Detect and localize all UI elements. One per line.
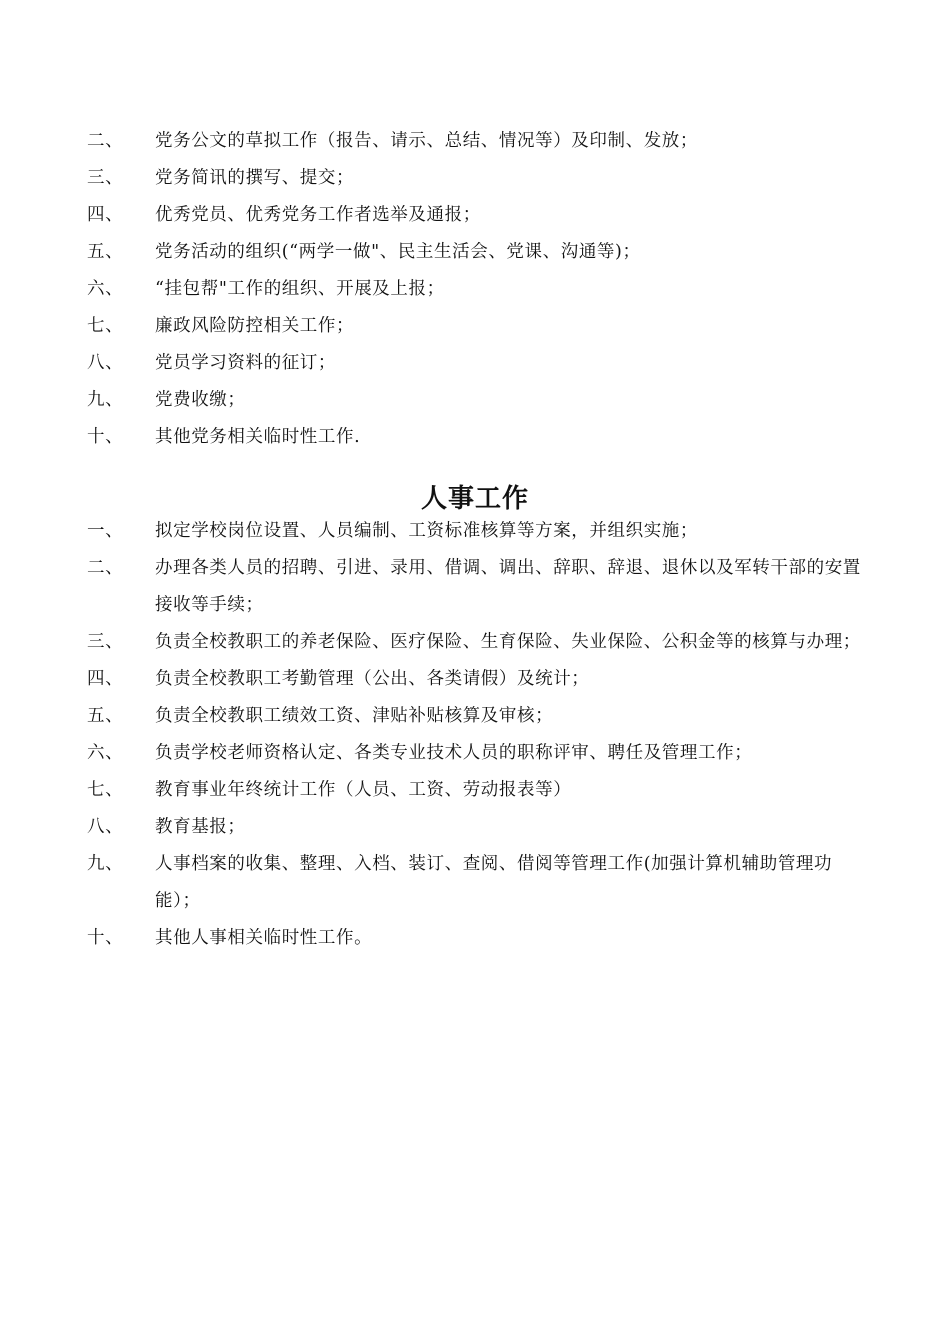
item-text: 廉政风险防控相关工作； xyxy=(155,316,355,336)
item-number: 六、 xyxy=(87,279,124,299)
list-item xyxy=(87,308,867,345)
list-item xyxy=(87,920,867,957)
item-text: 党员学习资料的征订； xyxy=(155,353,336,373)
list-item xyxy=(87,345,867,382)
item-text: 党费收缴； xyxy=(155,390,246,410)
list-item xyxy=(87,234,867,271)
list-item xyxy=(87,735,867,772)
item-text: 负责学校老师资格认定、各类专业技术人员的职称评审、聘任及管理工作； xyxy=(155,743,753,763)
list-item xyxy=(87,698,867,735)
item-number: 十、 xyxy=(87,928,124,948)
list-item xyxy=(87,846,867,920)
hr-work-list xyxy=(87,513,867,957)
item-text: 负责全校教职工考勤管理（公出、各类请假）及统计； xyxy=(155,669,590,689)
list-item xyxy=(87,661,867,698)
list-item xyxy=(87,271,867,308)
item-text: 负责全校教职工绩效工资、津贴补贴核算及审核； xyxy=(155,706,554,726)
item-number: 一、 xyxy=(87,521,124,541)
item-text: 拟定学校岗位设置、人员编制、工资标准核算等方案，并组织实施； xyxy=(155,521,698,541)
party-work-list xyxy=(87,123,867,456)
list-item xyxy=(87,624,867,661)
list-item xyxy=(87,809,867,846)
item-number: 四、 xyxy=(87,205,124,225)
item-number: 五、 xyxy=(87,242,124,262)
list-item xyxy=(87,513,867,550)
list-item xyxy=(87,550,867,624)
item-number: 二、 xyxy=(87,131,124,151)
list-item xyxy=(87,382,867,419)
list-item xyxy=(87,160,867,197)
list-item xyxy=(87,419,867,456)
item-text: 党务简讯的撰写、提交； xyxy=(155,168,355,188)
item-number: 八、 xyxy=(87,817,124,837)
item-number: 四、 xyxy=(87,669,124,689)
item-text: “挂包帮"工作的组织、开展及上报； xyxy=(155,279,445,299)
item-number: 二、 xyxy=(87,558,124,578)
item-number: 九、 xyxy=(87,390,124,410)
section-title-hr: 人事工作 xyxy=(420,483,529,514)
item-number: 七、 xyxy=(87,316,124,336)
item-number: 十、 xyxy=(87,427,124,447)
item-number: 三、 xyxy=(87,632,124,652)
list-item xyxy=(87,197,867,234)
list-item xyxy=(87,123,867,160)
item-text: 党务活动的组织(“两学一做"、民主生活会、党课、沟通等)； xyxy=(155,242,641,262)
item-text: 教育事业年终统计工作（人员、工资、劳动报表等） xyxy=(155,780,572,800)
item-number: 五、 xyxy=(87,706,124,726)
list-item xyxy=(87,772,867,809)
item-text: 党务公文的草拟工作（报告、请示、总结、情况等）及印制、发放； xyxy=(155,131,698,151)
item-text: 负责全校教职工的养老保险、医疗保险、生育保险、失业保险、公积金等的核算与办理； xyxy=(155,632,861,652)
item-number: 八、 xyxy=(87,353,124,373)
item-text: 其他人事相关临时性工作。 xyxy=(155,928,373,948)
item-text: 教育基报； xyxy=(155,817,246,837)
item-text: 人事档案的收集、整理、入档、装订、查阅、借阅等管理工作(加强计算机辅助管理功能）； xyxy=(155,854,833,911)
item-number: 九、 xyxy=(87,854,124,874)
item-number: 七、 xyxy=(87,780,124,800)
item-number: 六、 xyxy=(87,743,124,763)
item-text: 优秀党员、优秀党务工作者选举及通报； xyxy=(155,205,481,225)
item-number: 三、 xyxy=(87,168,124,188)
item-text: 办理各类人员的招聘、引进、录用、借调、调出、辞职、辞退、退休以及军转干部的安置接收等手续； xyxy=(155,558,861,615)
item-text: 其他党务相关临时性工作. xyxy=(155,427,361,447)
